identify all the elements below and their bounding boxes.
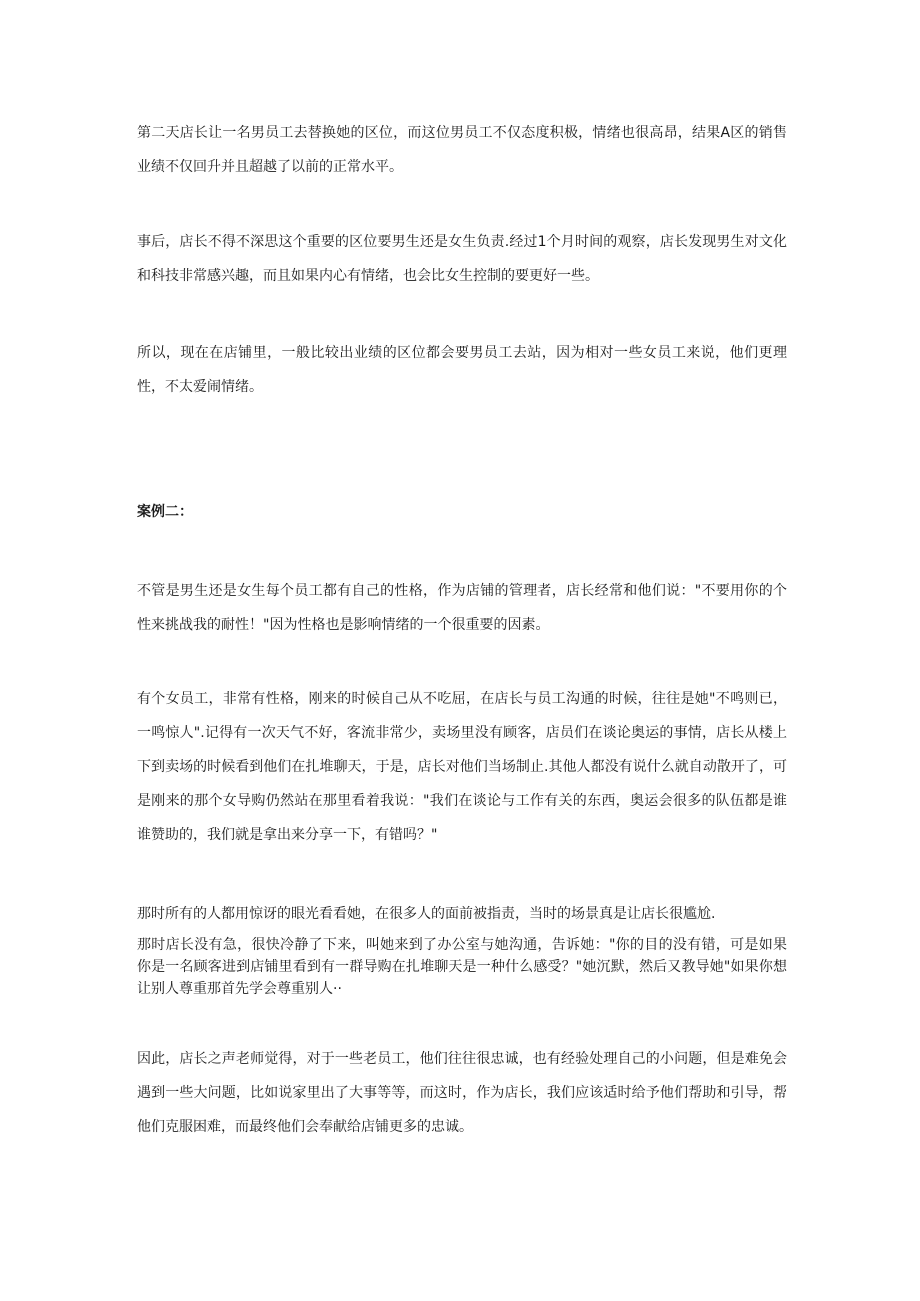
paragraph-1: 第二天店长让一名男员工去替换她的区位，而这位男员工不仅态度积极，情绪也很高昂，结果A区的销售业绩不仅回升并且超越了以前的正常水平。 xyxy=(137,125,787,175)
paragraph-6: 那时所有的人都用惊讶的眼光看看她，在很多人的面前被指责，当时的场景真是让店长很尴尬. xyxy=(137,906,716,922)
paragraph-4: 不管是男生还是女生每个员工都有自己的性格，作为店铺的管理者，店长经常和他们说："不要用你的个性来挑战我的耐性！"因为性格也是影响情绪的一个很重要的因素。 xyxy=(137,583,787,633)
paragraph-3: 所以，现在在店铺里，一般比较出业绩的区位都会要男员工去站，因为相对一些女员工来说，他们更理性，不太爱闹情绪。 xyxy=(137,345,787,395)
paragraph-2: 事后，店长不得不深思这个重要的区位要男生还是女生负责.经过1个月时间的观察，店长发现男生对文化和科技非常感兴趣，而且如果内心有情绪，也会比女生控制的要更好一些。 xyxy=(137,234,787,284)
paragraph-8: 因此，店长之声老师觉得，对于一些老员工，他们往往很忠诚，也有经验处理自己的小问题，但是难免会遇到一些大问题，比如说家里出了大事等等，而这时，作为店长，我们应该适时给予他们帮助和引导，帮他们克服困难，而最终他们会奉献给店铺更多的忠诚。 xyxy=(137,1051,787,1135)
paragraph-5: 有个女员工，非常有性格，刚来的时候自己从不吃屈，在店长与员工沟通的时候，往往是她"不鸣则已，一鸣惊人".记得有一次天气不好，客流非常少，卖场里没有顾客，店员们在谈论奥运的事情，店长从楼上下到卖场的时候看到他们在扎堆聊天，于是，店长对他们当场制止.其他人都没有说什么就自动散开了，可是刚来的那个女导购仍然站在那里看着我说："我们在谈论与工作有关的东西，奥运会很多的队伍都是谁谁赞助的，我们就是拿出来分享一下，有错吗？" xyxy=(137,691,787,843)
section-heading-case-2: 案例二： xyxy=(137,504,193,520)
paragraph-7: 那时店长没有急，很快冷静了下来，叫她来到了办公室与她沟通，告诉她："你的目的没有错，可是如果你是一名顾客进到店铺里看到有一群导购在扎堆聊天是一种什么感受？"她沉默，然后又教导她"如果你想让别人尊重那首先学会尊重别人·· xyxy=(137,937,787,997)
